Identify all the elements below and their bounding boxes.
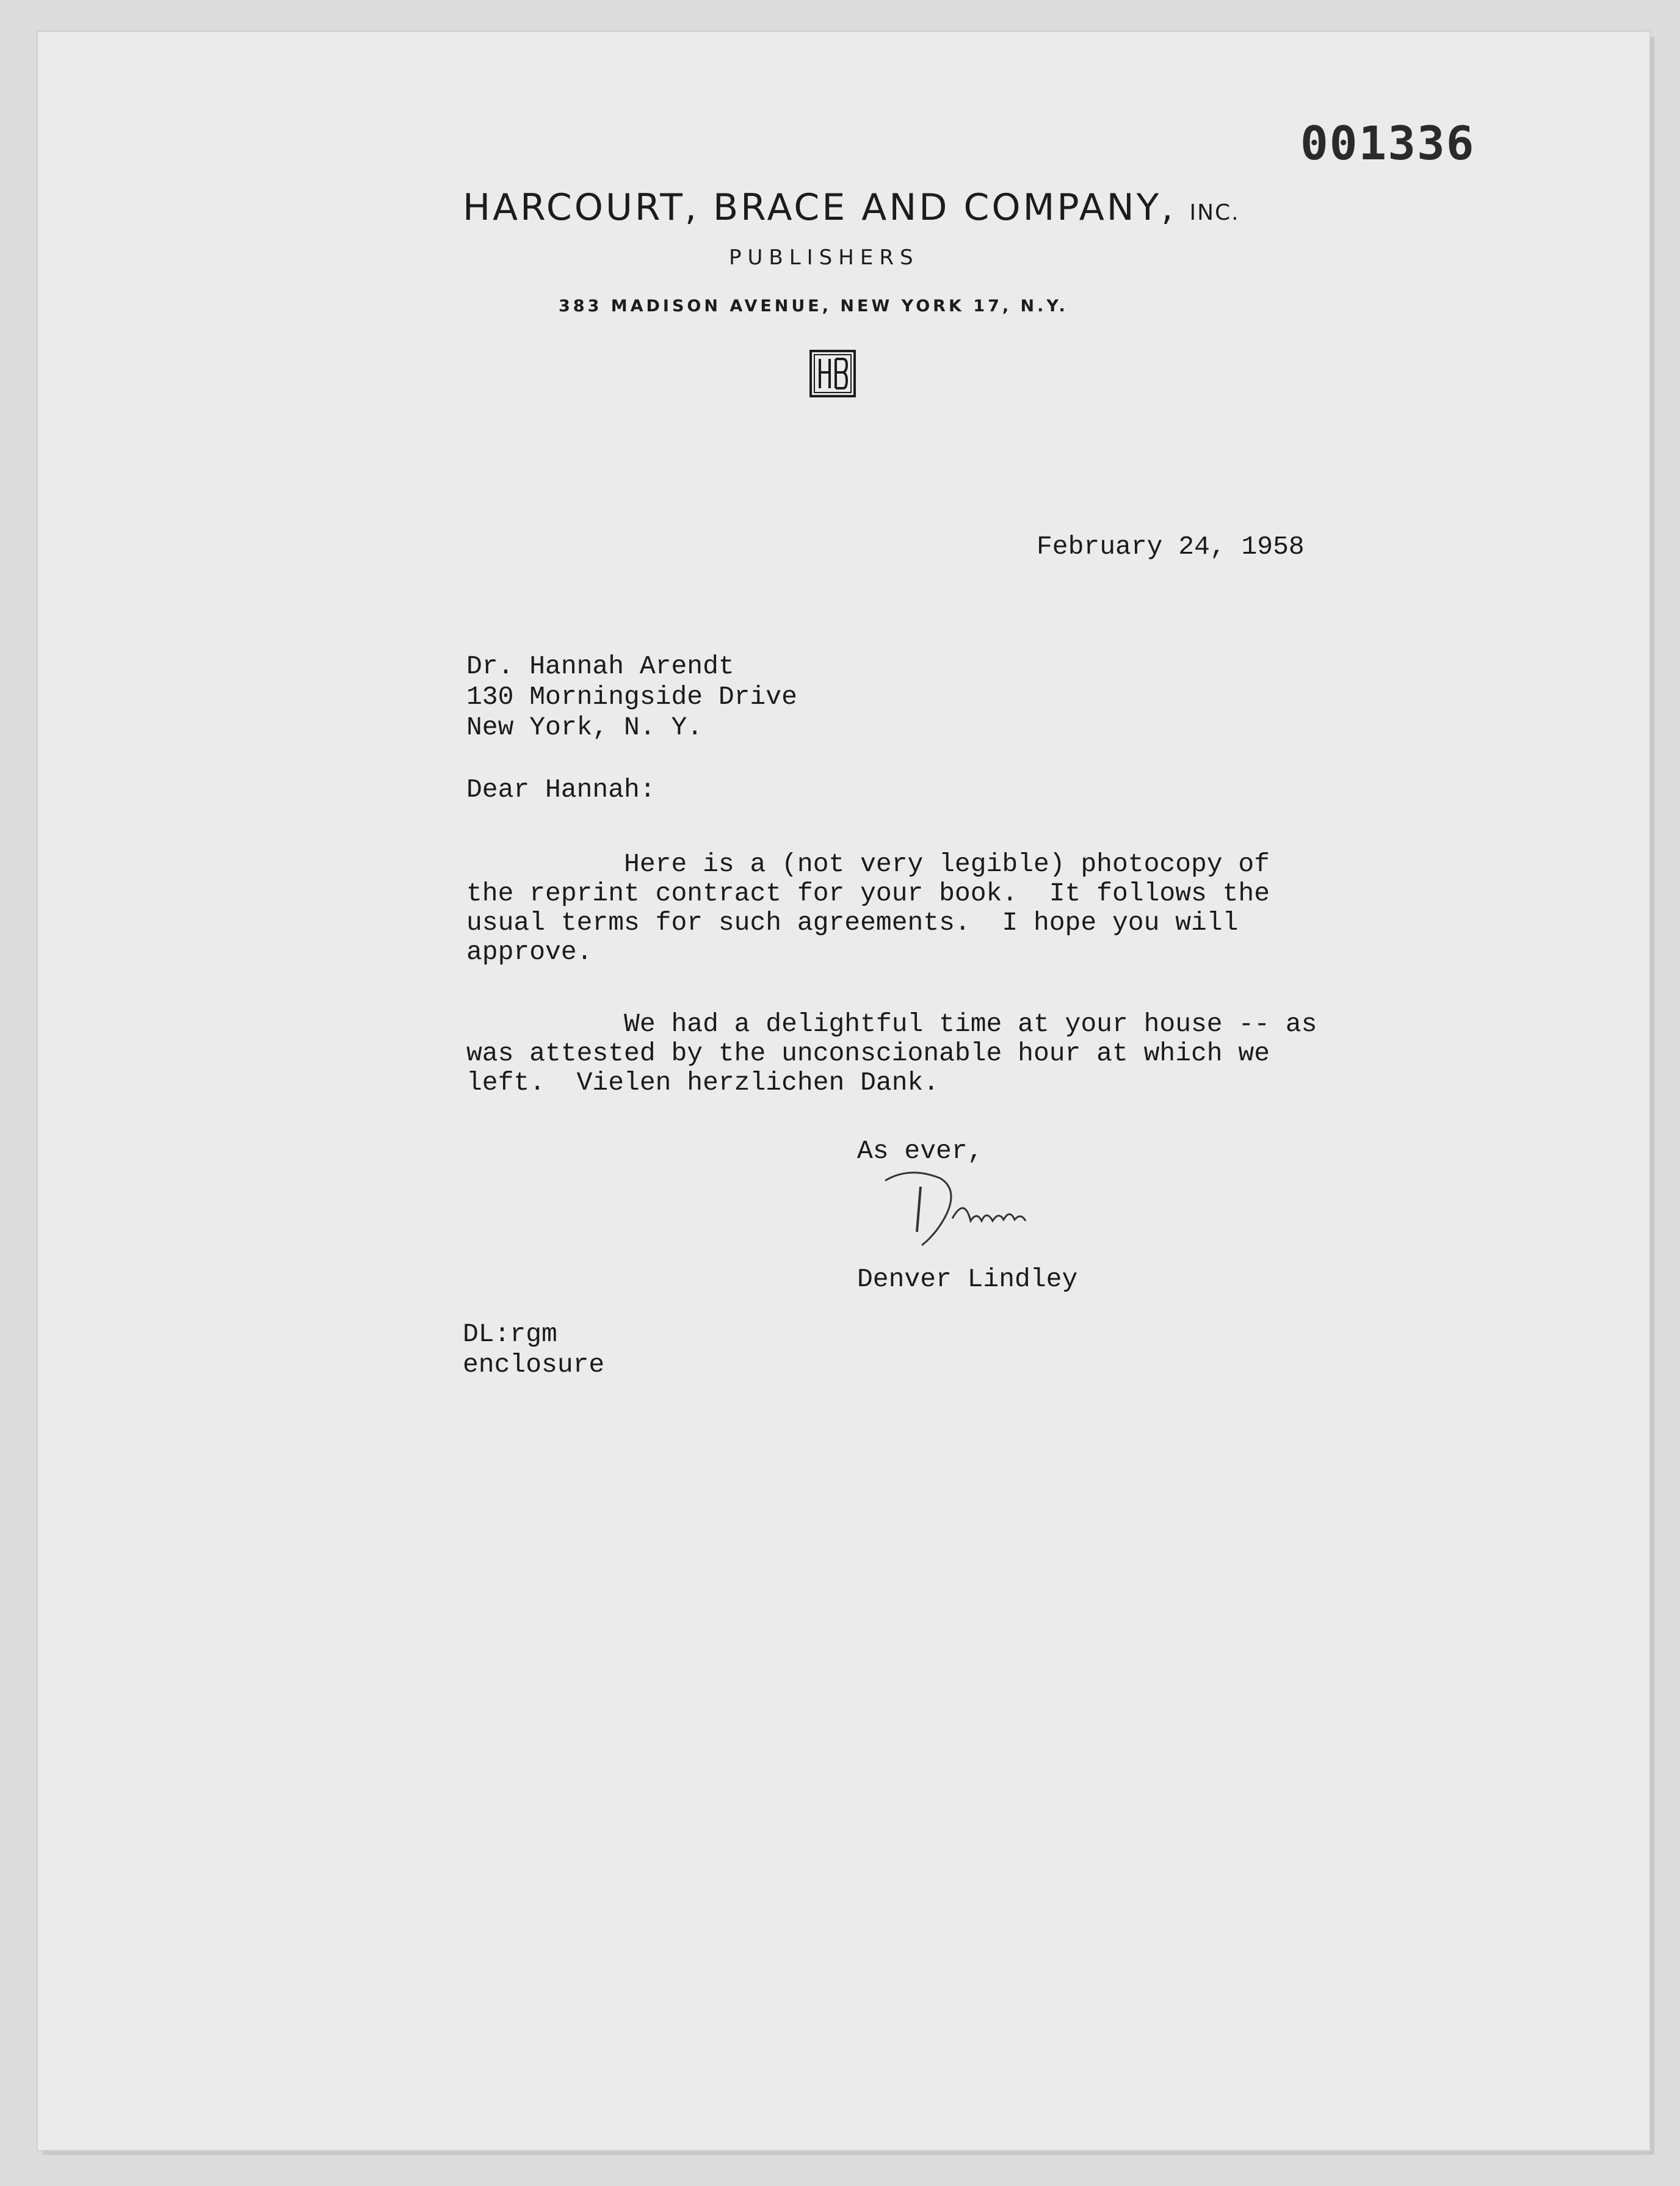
signer-name: Denver Lindley xyxy=(857,1264,1078,1294)
publisher-address: 383 MADISON AVENUE, NEW YORK 17, N.Y. xyxy=(559,297,1068,316)
publishers-tagline: PUBLISHERS xyxy=(729,245,919,270)
recipient-name: Dr. Hannah Arendt xyxy=(466,651,734,681)
company-name xyxy=(463,186,1240,229)
reference-initials: DL:rgm xyxy=(463,1319,557,1349)
letter-date: February 24, 1958 xyxy=(1037,532,1305,562)
paragraph-1-line: usual terms for such agreements. I hope you will xyxy=(466,908,1239,938)
paragraph-1-line: Here is a (not very legible) photocopy of xyxy=(466,849,1270,879)
salutation: Dear Hannah: xyxy=(466,775,656,805)
recipient-city: New York, N. Y. xyxy=(466,712,703,742)
archive-number: 001336 xyxy=(1300,116,1475,170)
company-name-text: HARCOURT, BRACE AND COMPANY, xyxy=(463,186,1176,229)
paragraph-1-line: the reprint contract for your book. It follows the xyxy=(466,878,1270,908)
enclosure-note: enclosure xyxy=(463,1350,605,1380)
closing: As ever, xyxy=(857,1136,983,1166)
paragraph-2-line: was attested by the unconscionable hour at which we xyxy=(466,1038,1270,1068)
recipient-street: 130 Morningside Drive xyxy=(466,682,797,712)
paragraph-1-line: approve. xyxy=(466,937,593,967)
hb-monogram-icon xyxy=(809,349,856,398)
paragraph-2-line: left. Vielen herzlichen Dank. xyxy=(466,1068,940,1098)
company-suffix: INC. xyxy=(1189,200,1240,225)
paragraph-2 xyxy=(466,1010,1317,1098)
handwritten-signature xyxy=(873,1160,1105,1258)
paragraph-1 xyxy=(466,850,1270,967)
paragraph-2-line: We had a delightful time at your house -- as xyxy=(466,1009,1317,1039)
